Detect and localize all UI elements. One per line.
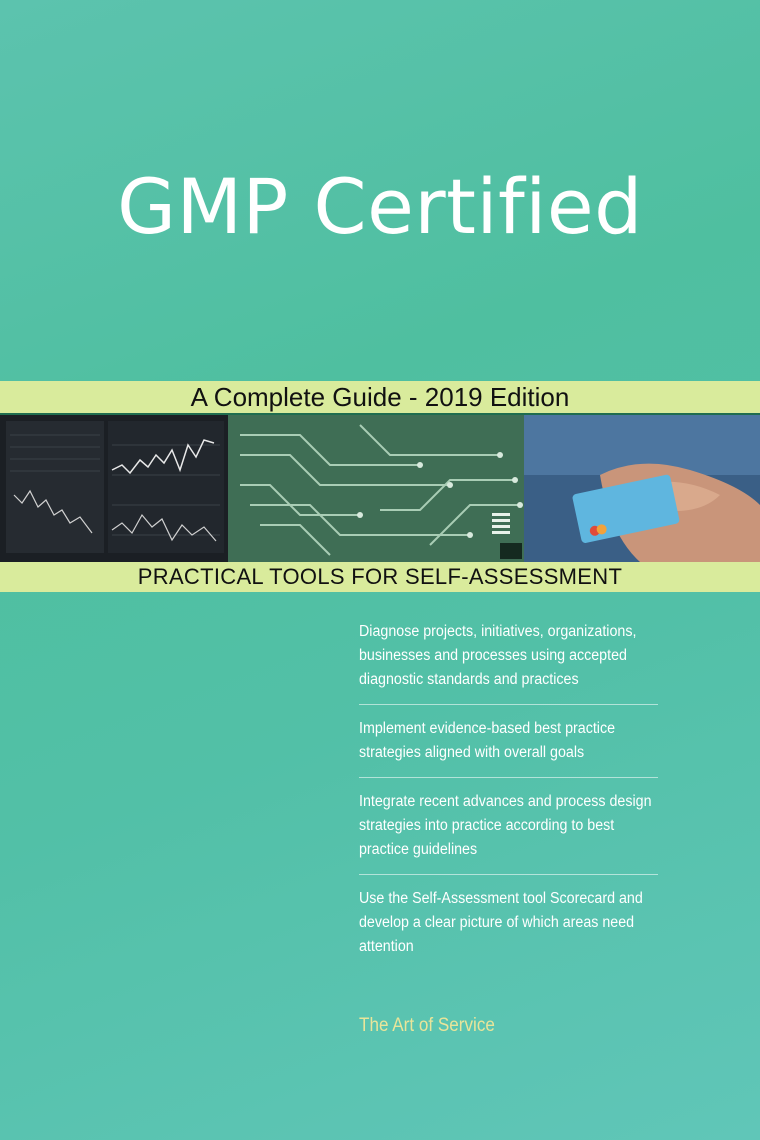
book-title: GMP Certified xyxy=(117,162,643,251)
list-item: Integrate recent advances and process design strategies into practice according to best practice guidelines xyxy=(359,790,658,875)
list-item: Diagnose projects, initiatives, organizations, businesses and processes using accepted diagnostic standards and practices xyxy=(359,620,658,705)
circuit-board-photo xyxy=(228,415,524,562)
image-strip xyxy=(0,415,760,562)
credit-card-photo xyxy=(524,415,760,562)
tagline-band: PRACTICAL TOOLS FOR SELF-ASSESSMENT xyxy=(0,562,760,592)
publisher-name: The Art of Service xyxy=(359,1015,495,1036)
stock-chart-photo xyxy=(0,415,228,562)
subtitle-band: A Complete Guide - 2019 Edition xyxy=(0,381,760,413)
list-item: Use the Self-Assessment tool Scorecard and develop a clear picture of which areas need attention xyxy=(359,890,643,955)
benefit-list xyxy=(359,620,684,983)
list-item: Implement evidence-based best practice strategies aligned with overall goals xyxy=(359,717,658,778)
